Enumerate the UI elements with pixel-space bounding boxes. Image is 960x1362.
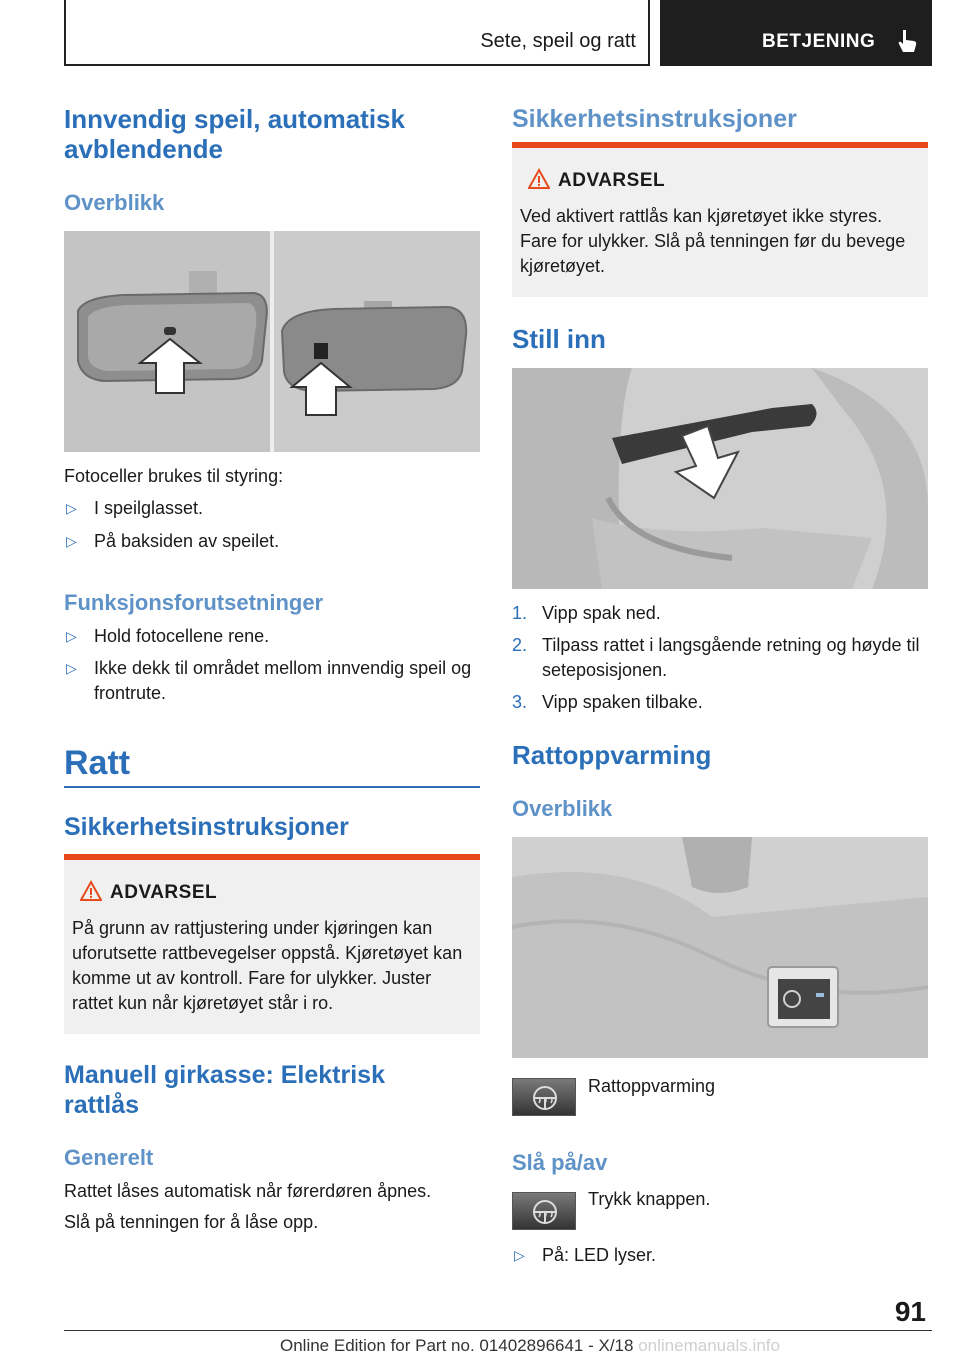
warning-label: ADVARSEL (110, 882, 218, 903)
heading-rule (64, 786, 480, 788)
step-number: 3. (512, 692, 528, 712)
general-paragraph-2: Slå på tenningen for å låse opp. (64, 1212, 319, 1232)
watermark: onlinemanuals.info (638, 1336, 780, 1355)
mirror-section-title: Innvendig speil, automatisk avblendende (64, 104, 405, 164)
step-number: 2. (512, 635, 528, 655)
lock-heading: Manuell girkasse: Elektrisk rattlås (64, 1061, 385, 1119)
step-number: 1. (512, 603, 528, 623)
adjust-heading: Still inn (512, 324, 606, 354)
photocell-intro: Fotoceller brukes til styring: (64, 466, 284, 486)
page-header (64, 0, 932, 66)
bullet-triangle-icon: ▷ (66, 533, 77, 549)
mirror-photo (64, 231, 480, 452)
warning-text: På grunn av rattjustering under kjøringen kan uforutsette rattbevegelser oppstå. Kjøretøyet kan komme ut av kontroll. Fare for ulykker. Juster rattet kun når kjøretøyet står i ro. (72, 918, 463, 1013)
list-item: ▷ På baksiden av speilet. (64, 529, 480, 554)
heating-overview-heading: Overblikk (512, 796, 613, 821)
warning-label: ADVARSEL (558, 170, 666, 191)
ratt-heading: Ratt (64, 744, 131, 782)
steering-heat-button-image (512, 1078, 576, 1116)
step-item: 1. Vipp spak ned. (512, 601, 928, 626)
steering-heat-button-image (512, 1192, 576, 1230)
general-paragraph-1: Rattet låses automatisk når førerdøren åpnes. (64, 1181, 432, 1201)
warning-triangle-icon (528, 168, 550, 190)
heating-heading: Rattoppvarming (512, 740, 712, 770)
right-safety-heading: Sikkerhetsinstruksjoner (512, 105, 797, 133)
bullet-triangle-icon: ▷ (66, 660, 77, 676)
conditions-heading: Funksjonsforutsetninger (64, 590, 324, 615)
warning-box (512, 142, 928, 297)
step-item: 3. Vipp spaken tilbake. (512, 690, 928, 715)
list-item: ▷ Ikke dekk til området mellom innvendig speil og frontrute. (66, 658, 472, 703)
press-button-label: Trykk knappen. (588, 1189, 711, 1209)
page-number: 91 (894, 1296, 926, 1327)
list-item: ▷ Hold fotocellene rene. (64, 624, 480, 649)
list-item: ▷ I speilglasset. (64, 496, 480, 521)
chapter-title: BETJENING (762, 31, 876, 52)
warning-triangle-icon (80, 880, 102, 902)
section-title: Sete, speil og ratt (480, 30, 636, 52)
step-item: 2. Tilpass rattet i langsgående retning og høyde til seteposisjonen. (512, 635, 920, 680)
heating-button-label: Rattoppvarming (588, 1076, 716, 1096)
warning-box (64, 854, 480, 1034)
footer-edition: Online Edition for Part no. 01402896641 - X/18 onlinemanuals.info (280, 1336, 780, 1355)
general-heading: Generelt (64, 1145, 154, 1170)
chapter-tab (660, 0, 932, 66)
steering-wheel-heat-icon (513, 1193, 577, 1231)
bullet-triangle-icon: ▷ (66, 628, 77, 644)
steering-wheel-heat-icon (513, 1079, 577, 1117)
steering-lever-photo (512, 368, 928, 589)
section-tab (64, 0, 650, 66)
bullet-triangle-icon: ▷ (66, 500, 77, 516)
left-safety-heading: Sikkerhetsinstruksjoner (64, 813, 349, 841)
footer-rule (64, 1330, 932, 1331)
pointing-hand-icon (894, 28, 920, 54)
onoff-heading: Slå på/av (512, 1150, 608, 1175)
warning-text: Ved aktivert rattlås kan kjøretøyet ikke styres. Fare for ulykker. Slå på tenningen før du bevege kjøretøyet. (520, 206, 906, 276)
bullet-triangle-icon: ▷ (514, 1247, 525, 1263)
list-item: ▷ På: LED lyser. (512, 1243, 928, 1268)
heating-button-photo (512, 837, 928, 1058)
mirror-overview-heading: Overblikk (64, 190, 165, 215)
